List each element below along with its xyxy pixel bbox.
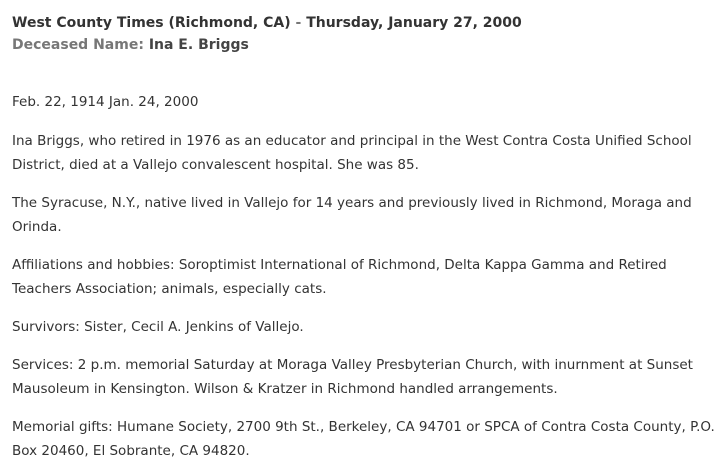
obituary-paragraph-services: Services: 2 p.m. memorial Saturday at Moraga Valley Presbyterian Church, with inurnment at Sunset Mausoleum in Kensington. Wilson & Kratzer in Richmond handled arrangements. [12,357,693,397]
life-dates: Feb. 22, 1914 Jan. 24, 2000 [12,94,199,110]
obituary-paragraph-affiliations: Affiliations and hobbies: Soroptimist International of Richmond, Delta Kappa Gamma and Retired Teachers Association; animals, especially cats. [12,257,667,297]
obituary-paragraph-career: Ina Briggs, who retired in 1976 as an educator and principal in the West Contra Costa Unified School District, died at a Vallejo convalescent hospital. She was 85. [12,133,692,173]
deceased-name-label: Deceased Name: [12,37,144,53]
publication-name: West County Times (Richmond, CA) [12,15,291,31]
deceased-name-line [12,34,715,56]
header-separator: - [295,15,302,31]
publication-date: Thursday, January 27, 2000 [306,15,522,31]
publication-header [12,12,715,34]
deceased-name-value: Ina E. Briggs [148,37,249,53]
obituary-paragraph-memorial-gifts: Memorial gifts: Humane Society, 2700 9th St., Berkeley, CA 94701 or SPCA of Contra Costa County, P.O. Box 20460, El Sobrante, CA 94820. [12,419,715,459]
obituary-paragraph-survivors: Survivors: Sister, Cecil A. Jenkins of Vallejo. [12,319,304,335]
obituary-paragraph-residence: The Syracuse, N.Y., native lived in Vallejo for 14 years and previously lived in Richmond, Moraga and Orinda. [12,195,692,235]
